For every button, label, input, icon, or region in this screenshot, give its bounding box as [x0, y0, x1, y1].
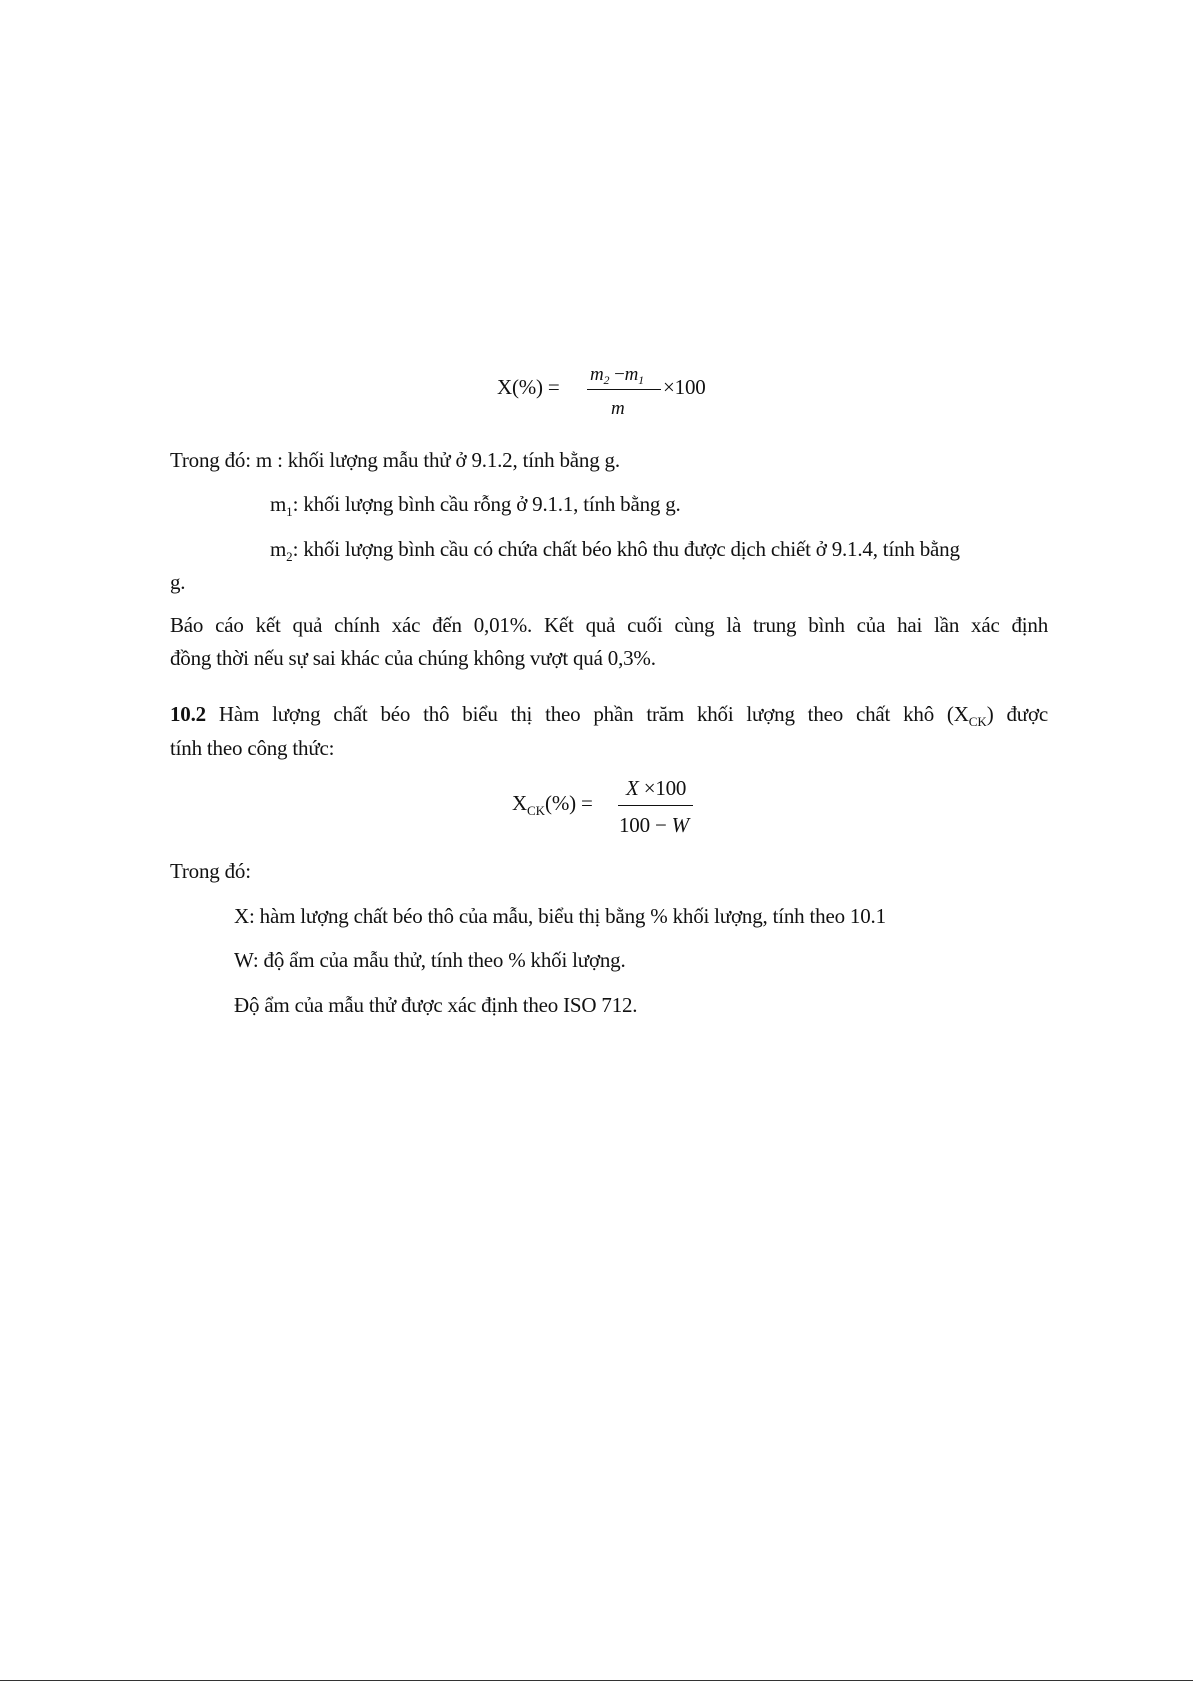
where-1-m2: $m_2$: khối lượng bình cầu có chứa chất béo khô thu được dịch chiết ở 9.1.4, tính bằng [270, 537, 960, 564]
where-1-intro: Trong đó: m : khối lượng mẫu thử ở 9.1.2, tính bằng g. [170, 448, 620, 472]
where-2-w: W: độ ẩm của mẫu thử, tính theo % khối lượng. [234, 948, 626, 972]
bottom-rule [0, 1680, 1193, 1681]
where-2-x: X: hàm lượng chất béo thô của mẫu, biểu thị bằng % khối lượng, tính theo 10.1 [234, 904, 886, 928]
formula-2-denominator: 100 − W [619, 813, 689, 837]
formula-2-numerator: X ×100 [626, 776, 687, 800]
formula-1-lhs: X(%) = [497, 375, 560, 399]
formula-2-fraction-bar [618, 805, 693, 806]
moisture-note: Độ ẩm của mẫu thử được xác định theo ISO 712. [234, 993, 638, 1017]
formula-1-multiplier: ×100 [663, 375, 706, 399]
formula-1-denominator: m [611, 398, 625, 419]
report-line-1: Báo cáo kết quả chính xác đến 0,01%. Kết quả cuối cùng là trung bình của hai lần xác định [170, 613, 1048, 637]
section-10-2-line-1: 10.2 Hàm lượng chất béo thô biểu thị theo phần trăm khối lượng theo chất khô $(X_{CK})$ được [170, 702, 1049, 729]
where-2-intro: Trong đó: [170, 859, 251, 883]
formula-2-lhs: $X_{CK}(\%)$ = [512, 791, 593, 818]
where-1-m1: $m_1$: khối lượng bình cầu rỗng ở 9.1.1, tính bằng g. [270, 492, 681, 519]
formula-1-numerator: $m_2 -m_1$ [590, 364, 645, 387]
where-1-m2-cont: g. [170, 570, 186, 594]
formula-1-fraction-bar [587, 389, 661, 390]
report-line-2: đồng thời nếu sự sai khác của chúng không vượt quá 0,3%. [170, 646, 656, 670]
section-10-2-line-2: tính theo công thức: [170, 736, 335, 760]
section-number: 10.2 [170, 702, 206, 726]
